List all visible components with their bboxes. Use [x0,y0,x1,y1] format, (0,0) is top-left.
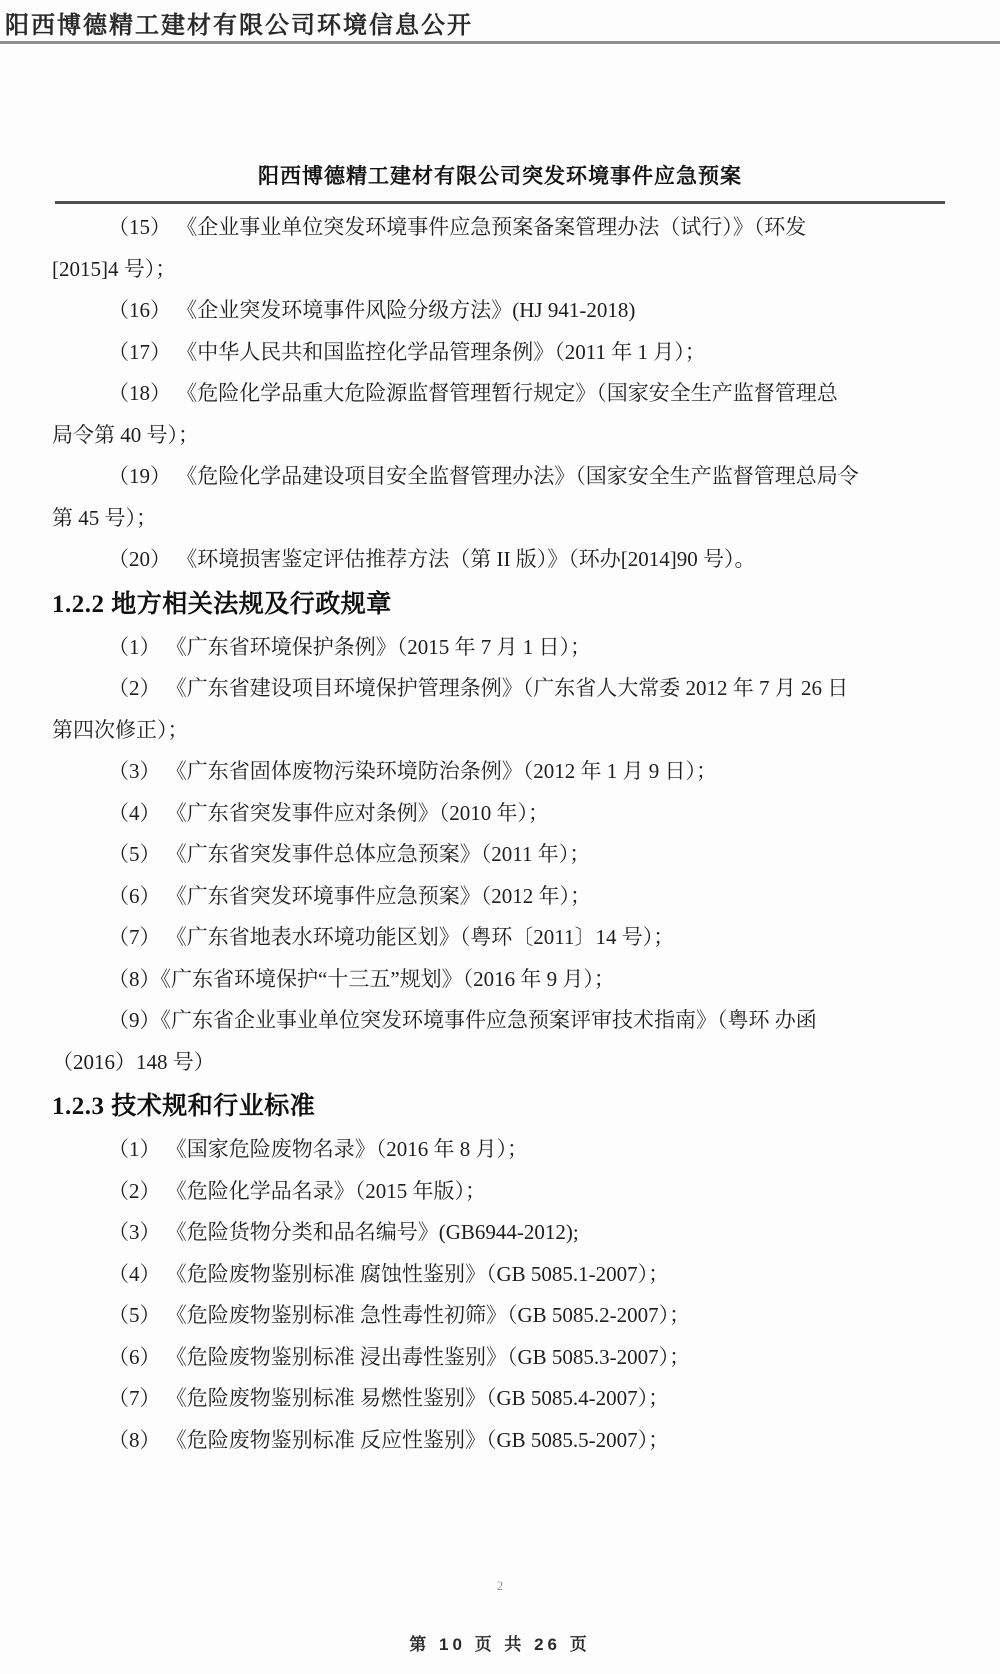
document-body [52,207,952,1461]
text-line: （16） 《企业突发环境事件风险分级方法》(HJ 941-2018) [108,298,636,322]
text-line: （8） 《危险废物鉴别标准 反应性鉴别》（GB 5085.5-2007）； [108,1427,670,1452]
text-line: （5） 《危险废物鉴别标准 急性毒性初筛》（GB 5085.2-2007）； [108,1303,691,1327]
body-paragraph [52,1420,952,1462]
text-line: （2016）148 号） [52,1049,215,1074]
text-line: [2015]4 号）； [52,256,177,281]
body-paragraph [52,1337,952,1379]
text-line: 局令第 40 号）； [52,422,199,447]
text-line: （17） 《中华人民共和国监控化学品管理条例》（2011 年 1 月）； [108,339,706,364]
body-paragraph [52,668,952,751]
text-line: （20） 《环境损害鉴定评估推荐方法（第 II 版）》（环办[2014]90 号）。 [108,547,756,571]
text-line: （18） 《危险化学品重大危险源监督管理暂行规定》（国家安全生产监督管理总 [108,381,838,405]
running-header-company-name: 阳西博德精工建材有限公司环境信息公开 [5,13,473,39]
header-divider-rule [0,41,1000,44]
body-paragraph [52,1212,952,1254]
body-paragraph [52,1295,952,1337]
body-paragraph [52,1378,952,1420]
text-line: 第 45 号）； [52,505,157,530]
text-line: （15） 《企业事业单位突发环境事件应急预案备案管理办法（试行）》（环发 [108,215,807,239]
document-title: 阳西博德精工建材有限公司突发环境事件应急预案 [258,164,742,188]
text-line: （8）《广东省环境保护“十三五”规划》（2016 年 9 月）； [108,966,615,991]
text-line: 第四次修正）； [52,717,189,742]
text-line: （7） 《广东省地表水环境功能区划》（粤环〔2011〕14 号）； [108,925,675,949]
text-line: （4） 《危险废物鉴别标准 腐蚀性鉴别》（GB 5085.1-2007）； [108,1261,670,1286]
body-paragraph [52,1171,952,1213]
text-line: （7） 《危险废物鉴别标准 易燃性鉴别》（GB 5085.4-2007）； [108,1386,670,1410]
text-line: （1） 《国家危险废物名录》（2016 年 8 月）； [108,1137,528,1161]
inner-page-number-artifact: 2 [496,1578,504,1593]
body-paragraph [52,793,952,835]
body-paragraph [52,539,952,581]
text-line: （4） 《广东省突发事件应对条例》（2010 年）； [108,800,549,825]
body-paragraph [52,290,952,332]
text-line: （5） 《广东省突发事件总体应急预案》（2011 年）； [108,842,591,866]
body-paragraph [52,456,952,539]
body-paragraph [52,1000,952,1083]
text-line: （6） 《广东省突发环境事件应急预案》（2012 年）； [108,883,591,908]
text-line: （6） 《危险废物鉴别标准 浸出毒性鉴别》（GB 5085.3-2007）； [108,1344,691,1369]
page-indicator: 第 10 页 共 26 页 [409,1635,591,1654]
text-line: （2） 《危险化学品名录》（2015 年版）； [108,1178,486,1203]
body-paragraph [52,917,952,959]
title-divider-rule [55,201,945,204]
text-line: （3） 《危险货物分类和品名编号》(GB6944-2012); [108,1220,579,1244]
text-line: （2） 《广东省建设项目环境保护管理条例》（广东省人大常委 2012 年 7 月 26 日 [108,676,849,700]
body-paragraph [52,751,952,793]
section-heading: 1.2.3 技术规和行业标准 [52,1093,316,1120]
body-paragraph [52,1129,952,1171]
body-paragraph [52,627,952,669]
body-paragraph [52,373,952,456]
text-line: （9）《广东省企业事业单位突发环境事件应急预案评审技术指南》（粤环 办函 [108,1008,817,1032]
body-paragraph [52,332,952,374]
text-line: （3） 《广东省固体废物污染环境防治条例》（2012 年 1 月 9 日）； [108,759,717,783]
body-paragraph [52,1254,952,1296]
body-paragraph [52,959,952,1001]
section-heading: 1.2.2 地方相关法规及行政规章 [52,590,392,618]
body-paragraph [52,834,952,876]
body-paragraph [52,207,952,290]
body-paragraph [52,876,952,918]
text-line: （1） 《广东省环境保护条例》（2015 年 7 月 1 日）； [108,634,591,659]
text-line: （19） 《危险化学品建设项目安全监督管理办法》（国家安全生产监督管理总局令 [108,464,859,488]
